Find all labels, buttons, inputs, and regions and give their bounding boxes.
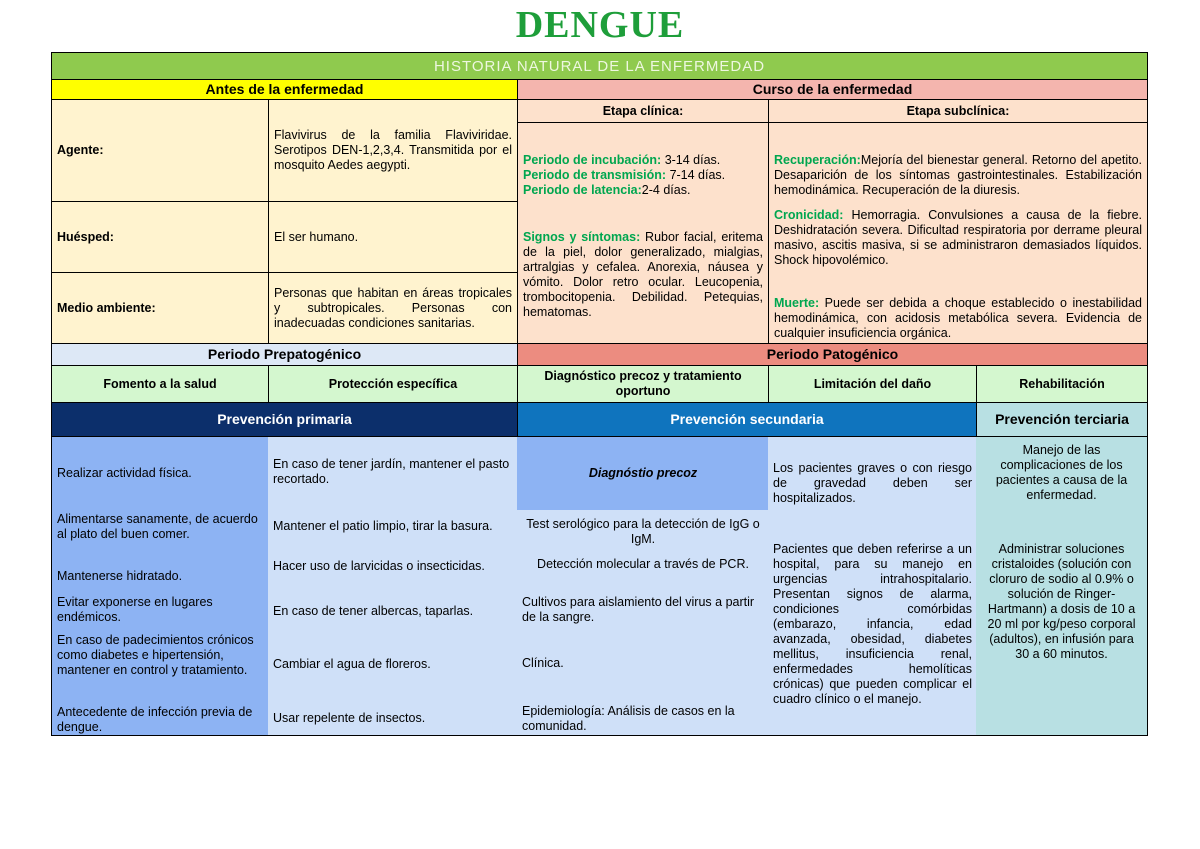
huesped-text: El ser humano. <box>268 201 518 273</box>
diagnostico-title-cell <box>517 436 769 511</box>
agente-text: Flavivirus de la familia Flaviviridae. Serotipos DEN-1,2,3,4. Transmitida por el mosquito Aedes aegypti. <box>268 99 518 202</box>
prepatogenico-header: Periodo Prepatogénico <box>51 343 518 366</box>
medio-text: Personas que habitan en áreas tropicales y subtropicales. Personas con inadecuadas condiciones sanitarias. <box>268 272 518 344</box>
muerte-text: Puede ser debida a choque establecido o inestabilidad hemodinámica, con acidosis metabólica severa. Evidencia de cualquier insuficiencia orgánica. <box>774 296 1142 340</box>
transmision-value: 7-14 días. <box>666 168 726 182</box>
signos-label: Signos y síntomas: <box>523 230 641 244</box>
limitacion-item: Pacientes que deben referirse a un hospital, para su manejo en urgencias intrahospitalario. Presentan signos de alarma, condiciones comórbidas (embarazo, infancia, edad avanzada, obesidad, diabetes mellitus, insuficiencia renal, enfermedades hemolíticas crónicas) que pueden complicar el cuadro clínico o el manejo. <box>773 542 972 706</box>
proteccion-item: Cambiar el agua de floreros. <box>273 657 431 671</box>
rehabilitacion-item: Manejo de las complicaciones de los pacientes a causa de la enfermedad. <box>995 443 1128 502</box>
subclinica-header: Etapa subclínica: <box>768 99 1148 123</box>
prevencion-primaria: Prevención primaria <box>51 402 518 437</box>
before-header: Antes de la enfermedad <box>51 79 518 100</box>
banner: HISTORIA NATURAL DE LA ENFERMEDAD <box>51 52 1148 80</box>
transmision-label: Periodo de transmisión: <box>523 168 667 182</box>
diagnostico-item: Cultivos para aislamiento del virus a partir de la sangre. <box>522 595 755 624</box>
fomento-item: En caso de padecimientos crónicos como diabetes e hipertensión, mantener en control y tratamiento. <box>57 633 254 677</box>
cronicidad-label: Cronicidad: <box>774 208 844 222</box>
proteccion-item: Mantener el patio limpio, tirar la basura. <box>273 519 493 533</box>
huesped-label: Huésped: <box>51 201 269 273</box>
subclinica-cell <box>768 122 1148 344</box>
latencia-label: Periodo de latencia: <box>523 183 642 197</box>
diagnostico-header: Diagnóstico precoz y tratamiento oportuno <box>517 365 769 403</box>
rehabilitacion-header: Rehabilitación <box>976 365 1148 403</box>
incubacion-label: Periodo de incubación: <box>523 153 662 167</box>
incubacion-value: 3-14 días. <box>661 153 721 167</box>
course-header: Curso de la enfermedad <box>517 79 1148 100</box>
periodos-block <box>523 153 763 198</box>
prevencion-secundaria: Prevención secundaria <box>517 402 977 437</box>
signos-text: Rubor facial, eritema de la piel, dolor generalizado, mialgias, artralgias y cefalea. Anorexia, náusea y vómito. Dolor retro ocular. Leucopenia, trombocitopenia. Debilidad. Petequias, hematomas. <box>523 230 763 319</box>
latencia-value: 2-4 días. <box>641 183 691 197</box>
proteccion-item: Hacer uso de larvicidas o insecticidas. <box>273 559 485 573</box>
rehabilitacion-item: Administrar soluciones cristaloides (solución con cloruro de sodio al 0.9% o solución de Ringer-Hartmann) a dosis de 10 a 20 ml por kg/peso corporal (adultos), en infusión para 30 a 60 minutos. <box>987 542 1136 661</box>
cronicidad-text: Hemorragia. Convulsiones a causa de la fiebre. Deshidratación severa. Dificultad respiratoria por derrame pleural masivo, ascitis masiva, si se administraron demasiados líquidos. Shock hipovolémico. <box>774 208 1142 267</box>
rehabilitacion-column <box>976 436 1148 736</box>
cronicidad-block <box>774 208 1142 268</box>
diagnostico-item: Epidemiología: Análisis de casos en la comunidad. <box>522 704 735 733</box>
patogenico-header: Periodo Patogénico <box>517 343 1148 366</box>
muerte-label: Muerte: <box>774 296 820 310</box>
fomento-item: Evitar exponerse en lugares endémicos. <box>57 595 213 624</box>
agente-label: Agente: <box>51 99 269 202</box>
recuperacion-block <box>774 153 1142 198</box>
fomento-item: Alimentarse sanamente, de acuerdo al plato del buen comer. <box>57 512 258 541</box>
proteccion-item: En caso de tener jardín, mantener el pasto recortado. <box>273 457 510 486</box>
clinica-cell <box>517 122 769 344</box>
diagnostico-title: Diagnóstio precoz <box>588 466 698 480</box>
limitacion-item: Los pacientes graves o con riesgo de gravedad deben ser hospitalizados. <box>773 461 972 505</box>
diagnostico-column <box>517 510 769 736</box>
medio-label: Medio ambiente: <box>51 272 269 344</box>
diagnostico-item: Clínica. <box>522 656 564 670</box>
fomento-item: Realizar actividad física. <box>57 466 192 480</box>
fomento-item: Antecedente de infección previa de dengue. <box>57 705 253 734</box>
clinica-header: Etapa clínica: <box>517 99 769 123</box>
diagnostico-item: Detección molecular a través de PCR. <box>537 557 749 571</box>
recuperacion-text: Mejoría del bienestar general. Retorno del apetito. Desaparición de los síntomas gastrointestinales. Estabilización hemodinámica. Recuperación de la diuresis. <box>774 153 1142 197</box>
proteccion-item: En caso de tener albercas, taparlas. <box>273 604 474 618</box>
proteccion-column <box>268 436 518 736</box>
page-title: DENGUE <box>515 4 685 46</box>
limitacion-header: Limitación del daño <box>768 365 977 403</box>
fomento-header: Fomento a la salud <box>51 365 269 403</box>
proteccion-header: Protección específica <box>268 365 518 403</box>
muerte-block <box>774 296 1142 341</box>
diagnostico-item: Test serológico para la detección de IgG o IgM. <box>526 517 760 546</box>
recuperacion-label: Recuperación: <box>774 153 861 167</box>
fomento-column <box>51 436 269 736</box>
signos-block <box>523 230 763 320</box>
proteccion-item: Usar repelente de insectos. <box>273 711 426 725</box>
fomento-item: Mantenerse hidratado. <box>57 569 183 583</box>
limitacion-column <box>768 436 977 736</box>
prevencion-terciaria: Prevención terciaria <box>976 402 1148 437</box>
